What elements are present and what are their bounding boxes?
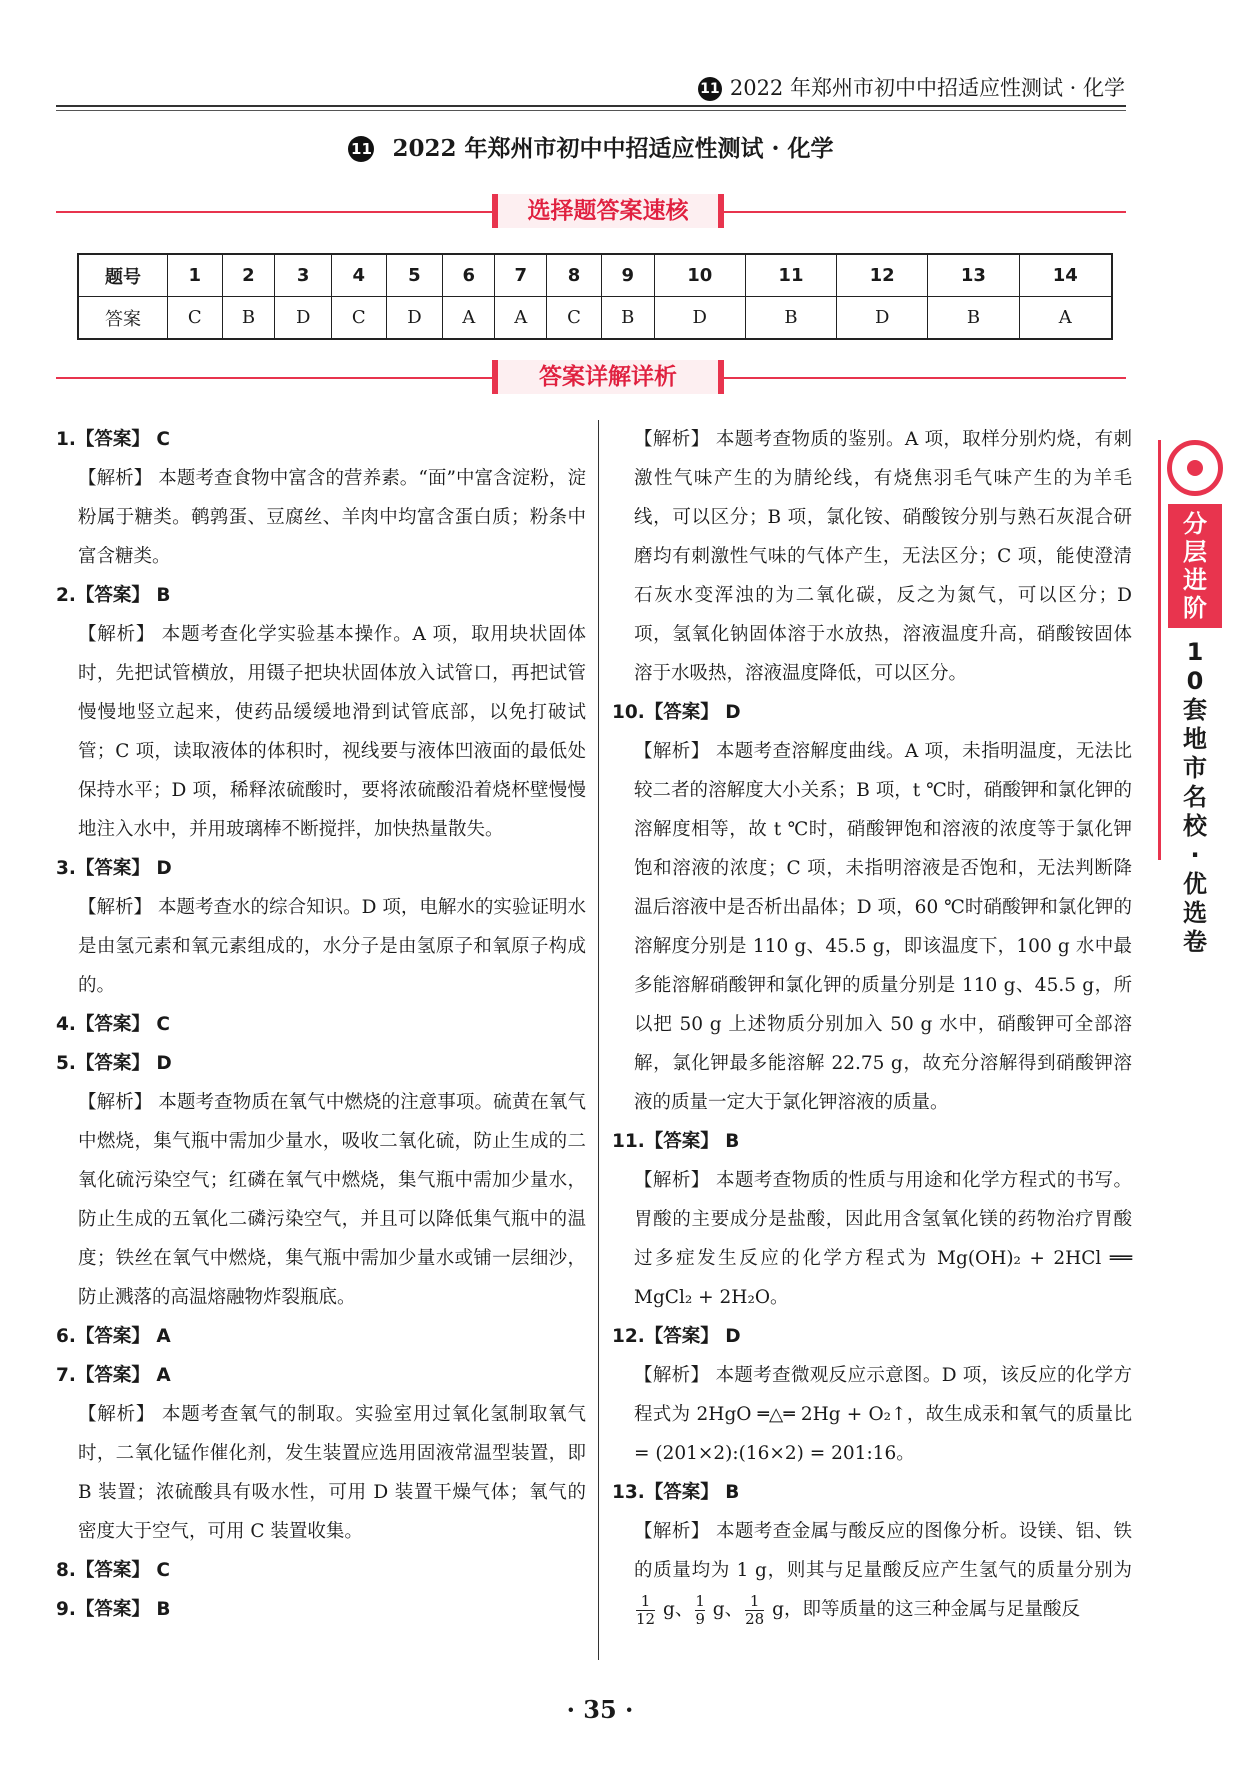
explanation-paragraph: 【解析】 本题考查金属与酸反应的图像分析。设镁、铝、铁的质量均为 1 g，则其与足量酸反应产生氢气的质量分别为 $\frac{1}{12}$ g、 $\frac{1}{9}$ g、 $\frac{1}{28}$ g，即等质量的这三种金属与足量酸反 [634, 1521, 1132, 1628]
left-column [56, 420, 586, 1629]
answer-cell: C [168, 297, 223, 340]
title-text: 2022 年郑州市初中中招适应性测试 · 化学 [392, 135, 834, 162]
answer-line: 11.【答案】 B [612, 1131, 740, 1152]
answer-table-answer-row [78, 297, 1112, 340]
answer-cell: B [601, 297, 654, 340]
answer-line: 7.【答案】 A [56, 1365, 171, 1386]
sidebar-label-top: 分 层 进 阶 [1168, 504, 1222, 628]
header-rule-thin [56, 110, 1126, 111]
explanation-paragraph: 【解析】 本题考查化学实验基本操作。A 项，取用块状固体时，先把试管横放，用镊子把块状固体放入试管口，再把试管慢慢地竖立起来，使药品缓缓地滑到试管底部，以免打破试管；C 项，读取液体的体积时，视线要与液体凹液面的最低处保持水平；D 项，稀释浓硫酸时，要将浓硫酸沿着烧杯壁慢慢地注入水中，并用玻璃棒不断搅拌，加快热量散失。 [78, 624, 586, 840]
answer-cell: D [275, 297, 332, 340]
explanation-paragraph: 【解析】 本题考查食物中富含的营养素。“面”中富含淀粉，淀粉属于糖类。鹌鹑蛋、豆腐丝、羊肉中均富含蛋白质；粉条中富含糖类。 [78, 468, 586, 567]
answer-line: 5.【答案】 D [56, 1053, 172, 1074]
sidebar-tab [1164, 440, 1226, 957]
section-heading-quick-answers: 选择题答案速核 [492, 194, 724, 228]
answer-line: 9.【答案】 B [56, 1599, 171, 1620]
question-number-cell: 14 [1019, 254, 1112, 297]
answer-line: 2.【答案】 B [56, 585, 171, 606]
fraction: $\frac{1}{9}$ [695, 1591, 705, 1628]
question-number-cell: 2 [222, 254, 275, 297]
explanation-paragraph: 【解析】 本题考查氧气的制取。实验室用过氧化氢制取氧气时，二氧化锰作催化剂，发生装置应选用固液常温型装置，即 B 装置；浓硫酸具有吸水性，可用 D 装置干燥气体；氧气的密度大于空气，可用 C 装置收集。 [78, 1404, 586, 1542]
explanation-paragraph: 【解析】 本题考查物质的鉴别。A 项，取样分别灼烧，有刺激性气味产生的为腈纶线，有烧焦羽毛气味产生的为羊毛线，可以区分；B 项，氯化铵、硝酸铵分别与熟石灰混合研磨均有刺激性气味的气体产生，无法区分；C 项，能使澄清石灰水变浑浊的为二氧化碳，反之为氮气，可以区分；D 项，氢氧化钠固体溶于水放热，溶液温度升高，硝酸铵固体溶于水吸热，溶液温度降低，可以区分。 [634, 429, 1132, 684]
row-label: 题号 [78, 254, 168, 297]
target-icon [1167, 440, 1223, 496]
test-number-badge: 11 [698, 77, 722, 101]
answer-cell: D [837, 297, 928, 340]
sidebar-label-bottom: 1 0 套 地 市 名 校 · 优 选 卷 [1183, 638, 1207, 956]
answer-line: 12.【答案】 D [612, 1326, 741, 1347]
answer-table-number-row [78, 254, 1112, 297]
question-number-cell: 3 [275, 254, 332, 297]
sidebar-rail [1158, 440, 1161, 860]
answer-line: 13.【答案】 B [612, 1482, 740, 1503]
fraction: $\frac{1}{28}$ [745, 1591, 765, 1628]
question-number-cell: 11 [745, 254, 836, 297]
question-number-cell: 12 [837, 254, 928, 297]
answer-cell: B [222, 297, 275, 340]
header-rule [56, 105, 1126, 107]
question-number-cell: 10 [654, 254, 745, 297]
answer-table [77, 253, 1113, 340]
question-number-cell: 4 [332, 254, 387, 297]
answer-cell: D [386, 297, 443, 340]
right-column [612, 420, 1132, 1629]
answer-cell: A [443, 297, 495, 340]
page-number: · 35 · [566, 1695, 634, 1724]
section-heading-detailed-explanations: 答案详解详析 [492, 360, 724, 394]
answer-cell: B [745, 297, 836, 340]
answer-cell: A [495, 297, 547, 340]
answer-line: 1.【答案】 C [56, 429, 170, 450]
explanation-paragraph: 【解析】 本题考查物质在氧气中燃烧的注意事项。硫黄在氧气中燃烧，集气瓶中需加少量水，吸收二氧化硫，防止生成的二氧化硫污染空气；红磷在氧气中燃烧，集气瓶中需加少量水，防止生成的五氧化二磷污染空气，并且可以降低集气瓶中的温度；铁丝在氧气中燃烧，集气瓶中需加少量水或铺一层细沙，防止溅落的高温熔融物炸裂瓶底。 [78, 1092, 586, 1308]
answer-line: 10.【答案】 D [612, 702, 741, 723]
answer-line: 6.【答案】 A [56, 1326, 171, 1347]
question-number-cell: 6 [443, 254, 495, 297]
question-number-cell: 7 [495, 254, 547, 297]
explanation-paragraph: 【解析】 本题考查物质的性质与用途和化学方程式的书写。胃酸的主要成分是盐酸，因此用含氢氧化镁的药物治疗胃酸过多症发生反应的化学方程式为 Mg(OH)₂ + 2HCl ══ MgCl₂ + 2H₂O。 [634, 1170, 1132, 1308]
question-number-cell: 1 [168, 254, 223, 297]
explanation-paragraph: 【解析】 本题考查溶解度曲线。A 项，未指明温度，无法比较二者的溶解度大小关系；B 项，t ℃时，硝酸钾和氯化钾的溶解度相等，故 t ℃时，硝酸钾饱和溶液的浓度等于氯化钾饱和溶液的浓度；C 项，未指明溶液是否饱和，无法判断降温后溶液中是否析出晶体；D 项，60 ℃时硝酸钾和氯化钾的溶解度分别是 110 g、45.5 g，即该温度下，100 g 水中最多能溶解硝酸钾和氯化钾的质量分别是 110 g、45.5 g，所以把 50 g 上述物质分别加入 50 g 水中，硝酸钾可全部溶解，氯化钾最多能溶解 22.75 g，故充分溶解得到硝酸钾溶液的质量一定大于氯化钾溶液的质量。 [634, 741, 1132, 1113]
answer-line: 4.【答案】 C [56, 1014, 170, 1035]
running-header [0, 72, 1125, 102]
column-divider [598, 420, 599, 1660]
row-label: 答案 [78, 297, 168, 340]
title-number-badge: 11 [348, 136, 374, 162]
answer-line: 3.【答案】 D [56, 858, 172, 879]
page-title [56, 130, 1126, 163]
fraction: $\frac{1}{12}$ [636, 1591, 656, 1628]
answer-cell: D [654, 297, 745, 340]
answer-cell: C [547, 297, 602, 340]
answer-cell: B [928, 297, 1019, 340]
question-number-cell: 9 [601, 254, 654, 297]
running-header-text: 2022 年郑州市初中中招适应性测试 · 化学 [729, 76, 1125, 100]
answer-line: 8.【答案】 C [56, 1560, 170, 1581]
question-number-cell: 8 [547, 254, 602, 297]
question-number-cell: 5 [386, 254, 443, 297]
question-number-cell: 13 [928, 254, 1019, 297]
answer-cell: A [1019, 297, 1112, 340]
answer-cell: C [332, 297, 387, 340]
explanation-paragraph: 【解析】 本题考查水的综合知识。D 项，电解水的实验证明水是由氢元素和氧元素组成的，水分子是由氢原子和氧原子构成的。 [78, 897, 586, 996]
explanation-paragraph: 【解析】 本题考查微观反应示意图。D 项，该反应的化学方程式为 2HgO ═△═ 2Hg + O₂↑，故生成汞和氧气的质量比 = (201×2):(16×2) = 201:16。 [634, 1365, 1132, 1464]
